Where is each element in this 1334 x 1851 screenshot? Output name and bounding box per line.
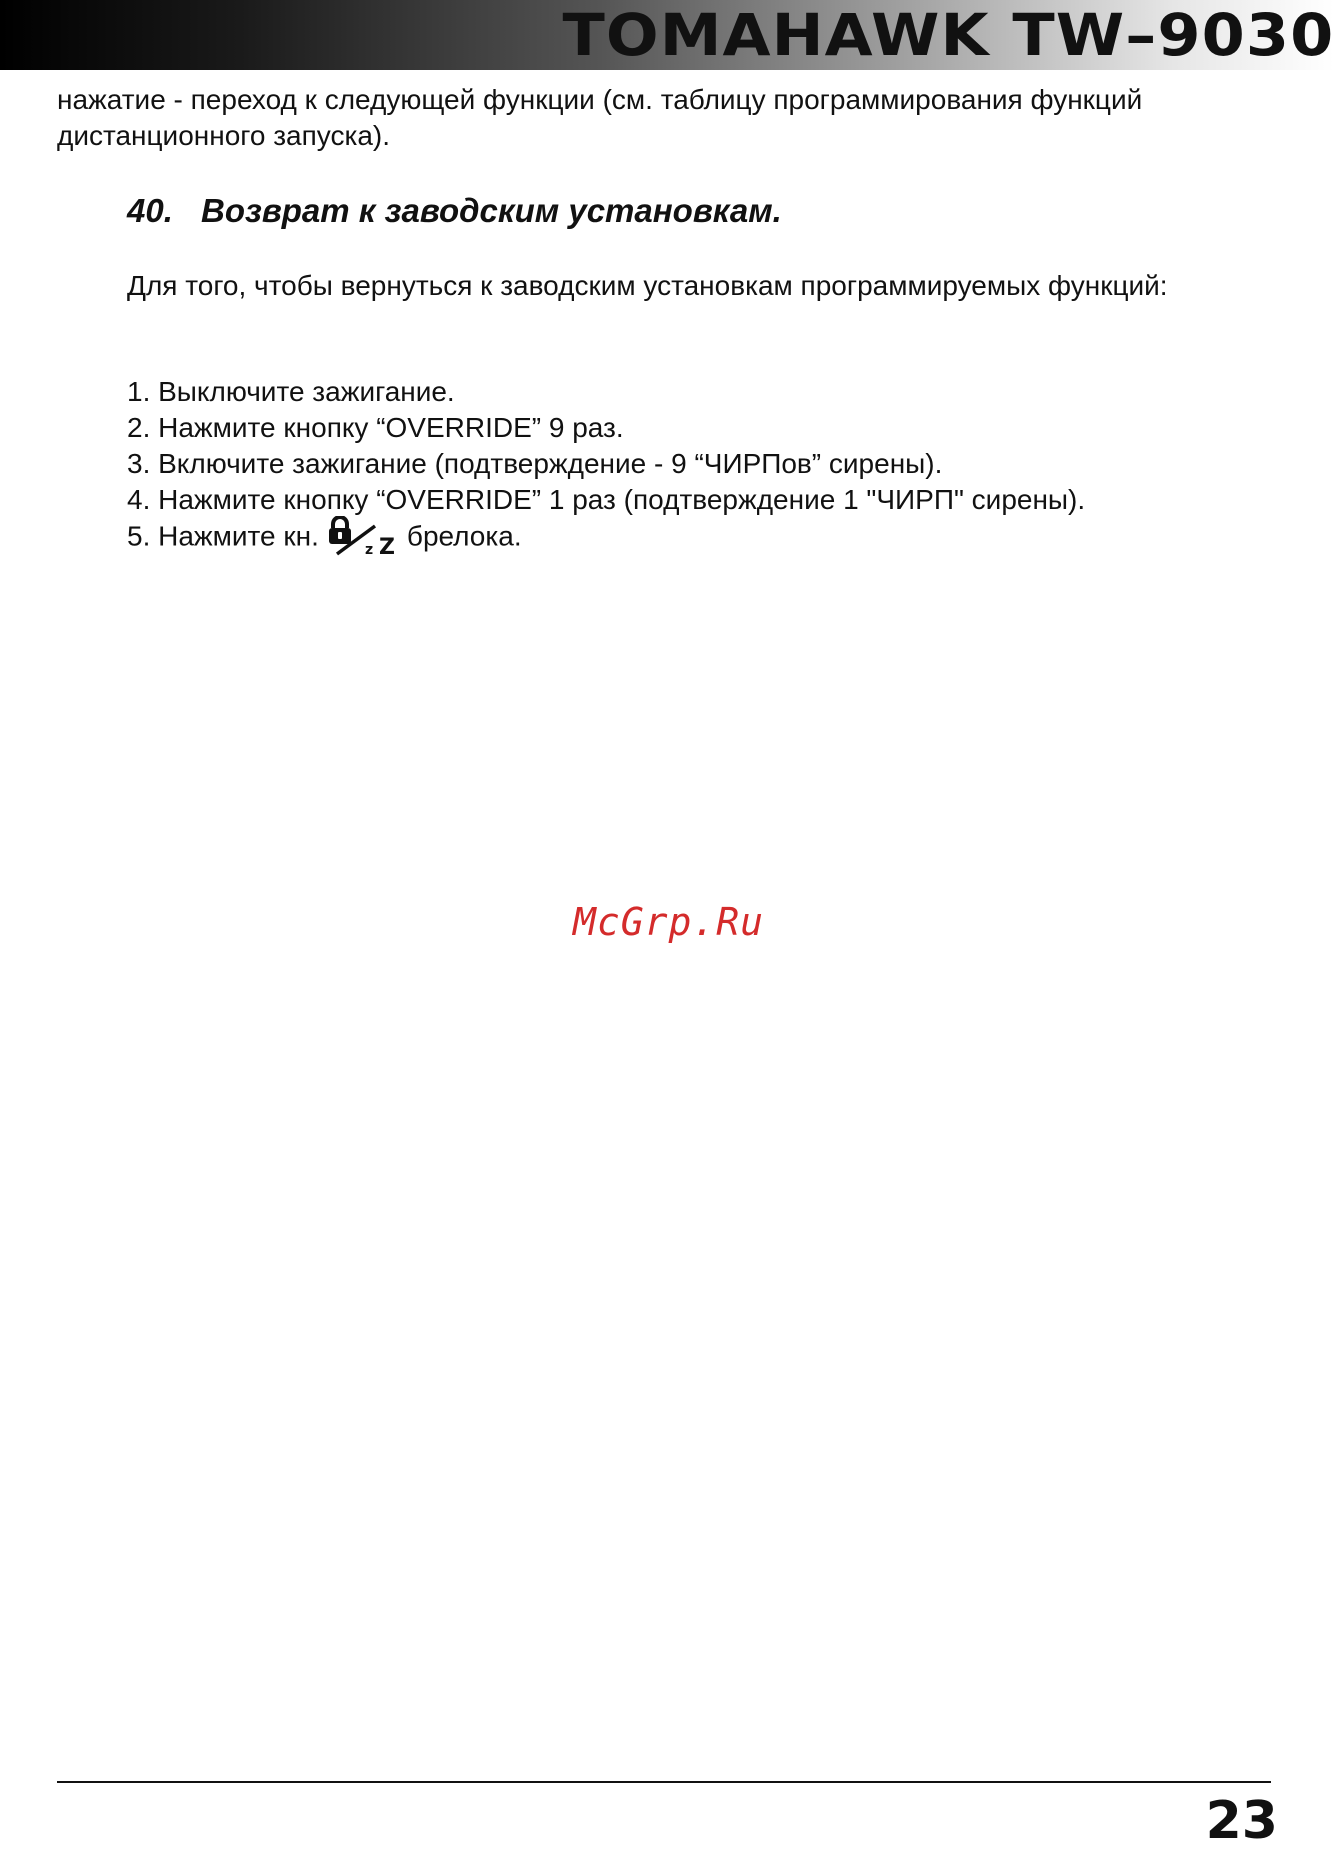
header-bar: [0, 0, 1334, 70]
steps-list: [127, 374, 1085, 558]
step-item: [127, 518, 1085, 558]
step-item: 3. Включите зажигание (подтверждение - 9 “ЧИРПов” сирены).: [127, 448, 943, 479]
lock-sleep-icon: [327, 516, 399, 556]
step-suffix: брелока.: [406, 520, 522, 552]
svg-text:Z: Z: [378, 535, 395, 556]
step-item: 1. Выключите зажигание.: [127, 376, 455, 407]
intro-block: [57, 82, 1270, 154]
document-title: TOMAHAWK TW–9030: [562, 1, 1334, 69]
step-prefix: 5. Нажмите кн.: [127, 520, 319, 552]
step-item: 4. Нажмите кнопку “OVERRIDE” 1 раз (подтверждение 1 "ЧИРП" сирены).: [127, 484, 1086, 515]
svg-text:z: z: [364, 542, 374, 556]
step-item: 2. Нажмите кнопку “OVERRIDE” 9 раз.: [127, 412, 624, 443]
section-heading: [127, 192, 782, 230]
intro-text: нажатие - переход к следующей функции (см. таблицу программирования функций дистанционного запуска).: [57, 84, 1143, 151]
section-number: 40.: [127, 192, 173, 229]
footer-divider: [57, 1781, 1271, 1783]
section-title: Возврат к заводским установкам.: [201, 192, 782, 229]
watermark: McGrp.Ru: [573, 900, 765, 944]
section-paragraph: Для того, чтобы вернуться к заводским установкам программируемых функций:: [127, 270, 1168, 301]
page-number: 23: [1205, 1791, 1278, 1851]
